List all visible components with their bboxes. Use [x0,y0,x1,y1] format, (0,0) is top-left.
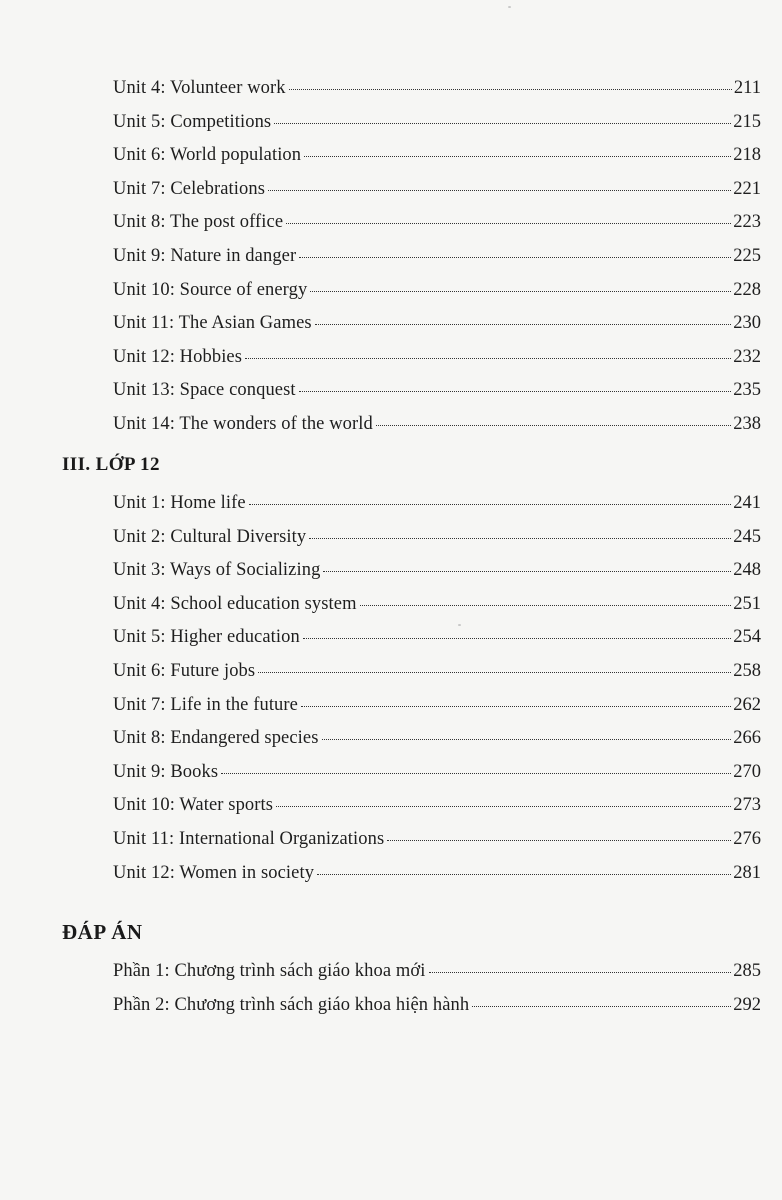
toc-entry [113,689,761,723]
toc-entry [113,341,761,375]
toc-entry-page-number: 238 [733,413,761,434]
toc-entry-page-number: 292 [733,994,761,1015]
toc-section-dap-an [113,955,761,1022]
toc-entry-page-number: 285 [733,961,761,981]
toc-entry [113,487,761,521]
toc-entry-page-number: 235 [733,380,761,401]
dot-leader [258,672,731,673]
paper-speck [508,6,511,8]
toc-entry-title: Unit 8: Endangered species [113,728,319,749]
toc-entry-title: Unit 7: Life in the future [113,694,298,715]
toc-entry-page-number: 225 [733,245,761,266]
toc-entry-title: Phần 1: Chương trình sách giáo khoa mới [113,961,426,981]
section-heading-dap-an: ĐÁP ÁN [62,920,143,944]
toc-entry-page-number: 251 [733,593,761,614]
dot-leader [274,123,731,124]
toc-entry [113,588,761,622]
toc-entry-page-number: 221 [733,178,761,199]
dot-leader [304,156,731,157]
toc-entry [113,106,761,140]
dot-leader [323,571,731,572]
paper-speck [458,624,461,626]
toc-entry-page-number: 276 [733,828,761,849]
toc-entry-title: Unit 7: Celebrations [113,178,266,199]
toc-entry-page-number: 273 [733,795,761,816]
toc-entry-title: Unit 5: Higher education [113,627,300,648]
toc-entry [113,139,761,173]
dot-leader [360,605,732,606]
toc-entry [113,857,761,891]
toc-entry-title: Unit 6: Future jobs [113,660,256,681]
dot-leader [310,291,731,292]
dot-leader [303,638,731,639]
toc-entry-page-number: 281 [733,862,761,883]
toc-entry-page-number: 266 [733,728,761,749]
dot-leader [301,706,731,707]
toc-entry [113,823,761,857]
toc-entry-title: Unit 9: Nature in danger [113,245,297,266]
toc-entry [113,655,761,689]
toc-entry-page-number: 230 [733,313,761,334]
toc-entry [113,789,761,823]
toc-entry-title: Unit 4: Volunteer work [113,78,286,98]
dot-leader [221,773,731,774]
toc-entry [113,307,761,341]
toc-entry-title: Unit 12: Women in society [113,862,315,883]
toc-entry-page-number: 232 [733,346,761,367]
dot-leader [387,840,731,841]
dot-leader [322,739,732,740]
dot-leader [286,223,731,224]
toc-entry-page-number: 228 [733,279,761,300]
toc-entry-title: Unit 11: The Asian Games [113,313,312,334]
toc-entry-page-number: 270 [733,761,761,782]
toc-entry-page-number: 218 [733,145,761,166]
toc-entry [113,521,761,555]
toc-entry [113,173,761,207]
toc-entry-title: Unit 13: Space conquest [113,380,296,401]
toc-entry-title: Unit 2: Cultural Diversity [113,526,307,547]
toc-entry [113,989,761,1023]
dot-leader [299,391,732,392]
toc-entry-title: Unit 9: Books [113,761,219,782]
toc-entry [113,756,761,790]
toc-section-lop12 [113,487,761,890]
toc-entry [113,72,761,106]
dot-leader [376,425,731,426]
section-heading-lop12: III. LỚP 12 [62,454,160,475]
toc-entry [113,554,761,588]
toc-entry-title: Unit 10: Source of energy [113,279,308,300]
toc-entry-page-number: 245 [733,526,761,547]
toc-entry [113,722,761,756]
dot-leader [249,504,732,505]
toc-entry-title: Unit 14: The wonders of the world [113,413,373,434]
dot-leader [276,806,731,807]
dot-leader [317,874,731,875]
dot-leader [315,324,732,325]
toc-section-lop11 [113,72,761,442]
toc-entry-page-number: 258 [733,660,761,681]
toc-entry-title: Unit 4: School education system [113,593,357,614]
toc-entry [113,955,761,989]
toc-entry-title: Unit 6: World population [113,145,302,166]
toc-entry [113,274,761,308]
toc-entry [113,240,761,274]
toc-entry-page-number: 254 [733,627,761,648]
toc-entry-page-number: 211 [733,78,761,98]
dot-leader [268,190,731,191]
toc-entry [113,408,761,442]
toc-entry-page-number: 215 [733,111,761,132]
dot-leader [309,538,731,539]
toc-entry-page-number: 241 [733,493,761,513]
toc-entry [113,621,761,655]
toc-entry [113,374,761,408]
toc-entry-title: Unit 3: Ways of Socializing [113,560,321,581]
toc-entry-title: Unit 1: Home life [113,493,246,513]
dot-leader [429,972,732,973]
toc-entry-title: Phần 2: Chương trình sách giáo khoa hiện hành [113,994,470,1015]
dot-leader [289,89,732,90]
toc-entry [113,206,761,240]
toc-entry-page-number: 223 [733,212,761,233]
toc-entry-title: Unit 10: Water sports [113,795,274,816]
toc-entry-title: Unit 12: Hobbies [113,346,243,367]
toc-entry-title: Unit 11: International Organizations [113,828,385,849]
toc-entry-title: Unit 8: The post office [113,212,284,233]
dot-leader [245,358,731,359]
toc-entry-page-number: 262 [733,694,761,715]
toc-entry-title: Unit 5: Competitions [113,111,272,132]
dot-leader [472,1006,731,1007]
toc-entry-page-number: 248 [733,560,761,581]
dot-leader [299,257,731,258]
